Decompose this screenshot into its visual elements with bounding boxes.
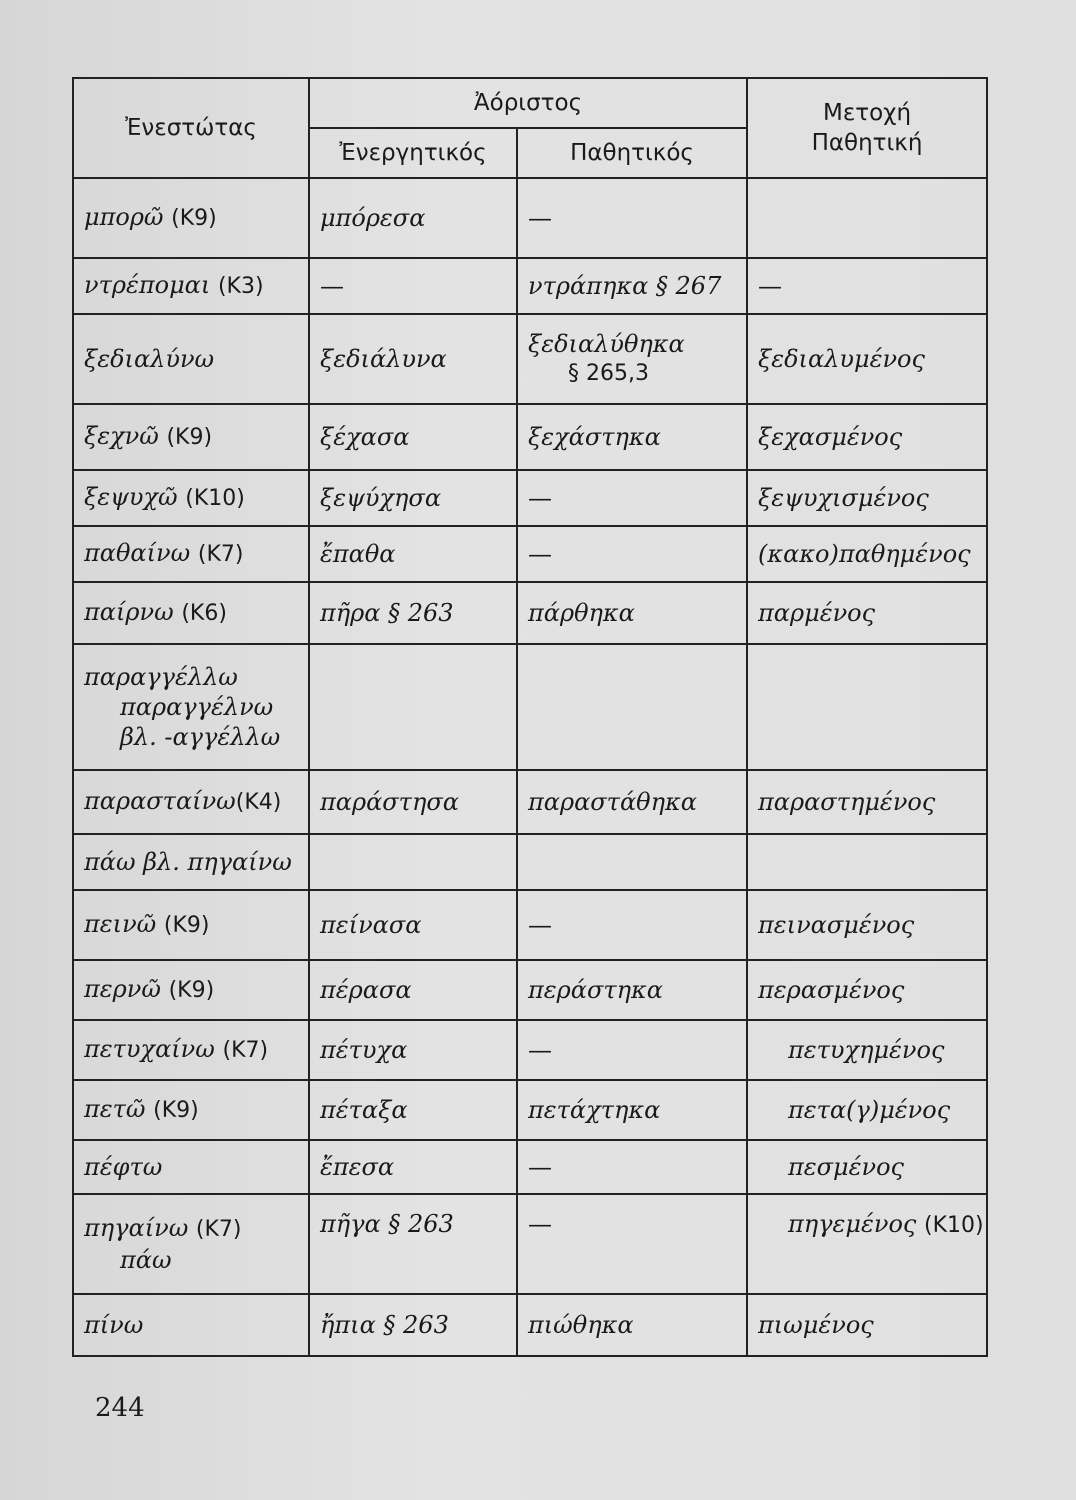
participle-form: [747, 834, 987, 890]
present-form: ξεδιαλύνω: [73, 314, 309, 404]
table-row: [73, 1194, 987, 1294]
participle-form: (κακο)παθημένος: [747, 526, 987, 582]
present-form: ντρέπομαι: [84, 271, 211, 299]
table-row: [73, 178, 987, 258]
passive-form: παραστάθηκα: [517, 770, 747, 834]
passive-form: —: [517, 890, 747, 960]
passive-form: πάρθηκα: [517, 582, 747, 644]
participle-form: περασμένος: [747, 960, 987, 1020]
passive-form: —: [517, 1140, 747, 1194]
passive-form: —: [517, 1194, 747, 1294]
table-row: [73, 1080, 987, 1140]
present-line: [84, 1213, 308, 1245]
present-form: ξεχνῶ: [84, 422, 159, 450]
class-tag: (Κ10): [185, 486, 245, 511]
active-form: ξεψύχησα: [309, 470, 517, 526]
present-form: πέφτω: [73, 1140, 309, 1194]
class-tag: (Κ6): [181, 601, 227, 626]
participle-form: ξεψυχισμένος: [747, 470, 987, 526]
active-form: ἔπαθα: [309, 526, 517, 582]
participle-form: [747, 644, 987, 770]
active-form: ξεδιάλυνα: [309, 314, 517, 404]
passive-form: περάστηκα: [517, 960, 747, 1020]
active-form: ἤπια § 263: [309, 1294, 517, 1356]
participle-form: πεσμένος: [747, 1140, 987, 1194]
active-form: μπόρεσα: [309, 178, 517, 258]
present-cell: [73, 644, 309, 770]
participle-cell: [747, 1194, 987, 1294]
table-row: [73, 470, 987, 526]
section-ref: § 265,3: [568, 361, 649, 386]
passive-form: [517, 644, 747, 770]
present-cell: [73, 1194, 309, 1294]
header-row-1: [73, 78, 987, 128]
table-row: [73, 258, 987, 314]
active-form: πῆγα § 263: [309, 1194, 517, 1294]
class-tag: (Κ10): [923, 1213, 984, 1238]
present-form: πηγαίνω: [84, 1214, 189, 1242]
class-tag: (Κ9): [153, 1098, 199, 1123]
present-form: πετῶ: [84, 1095, 146, 1123]
present-form: παρασταίνω: [84, 787, 236, 815]
header-aorist: Ἀόριστος: [309, 78, 747, 128]
header-participle: [747, 78, 987, 178]
passive-form: πιώθηκα: [517, 1294, 747, 1356]
active-form: [309, 644, 517, 770]
table-row: [73, 1020, 987, 1080]
participle-form: πετυχημένος: [747, 1020, 987, 1080]
class-tag: (Κ9): [168, 978, 215, 1003]
present-form: πεινῶ: [84, 910, 157, 938]
present-form: παίρνω: [84, 598, 174, 626]
class-tag: (Κ3): [217, 274, 264, 299]
participle-form: παραστημένος: [747, 770, 987, 834]
active-form: πέτυχα: [309, 1020, 517, 1080]
present-form: πετυχαίνω: [84, 1035, 215, 1063]
class-tag: (Κ7): [195, 1217, 242, 1242]
passive-form: ξεδιαλύθηκα: [528, 330, 685, 358]
passive-form: ντράπηκα § 267: [517, 258, 747, 314]
table-row: [73, 960, 987, 1020]
present-form: μπορῶ: [84, 203, 164, 231]
passive-form: —: [517, 178, 747, 258]
header-participle-line2: Παθητική: [811, 130, 923, 156]
header-active: Ἐνεργητικός: [309, 128, 517, 178]
table-row: [73, 1140, 987, 1194]
table-row: [73, 404, 987, 470]
class-tag: (Κ9): [171, 206, 217, 231]
verb-table: [72, 77, 988, 1357]
present-form: ξεψυχῶ: [84, 483, 178, 511]
passive-cell: [517, 314, 747, 404]
table-row: [73, 770, 987, 834]
table-row: [73, 1294, 987, 1356]
class-tag: (Κ4): [235, 790, 282, 815]
participle-form: ξεδιαλυμένος: [747, 314, 987, 404]
participle-form: πηγεμένος: [788, 1210, 917, 1238]
present-form: παραγγέλλω: [84, 663, 238, 691]
class-tag: (Κ7): [222, 1038, 269, 1063]
passive-form: —: [517, 1020, 747, 1080]
participle-form: πιωμένος: [747, 1294, 987, 1356]
participle-form: πεινασμένος: [747, 890, 987, 960]
participle-form: παρμένος: [747, 582, 987, 644]
table-row: [73, 314, 987, 404]
active-form: ἔπεσα: [309, 1140, 517, 1194]
present-form: παθαίνω: [84, 539, 191, 567]
passive-form: —: [517, 470, 747, 526]
participle-form: πετα(γ)μένος: [747, 1080, 987, 1140]
active-form: πείνασα: [309, 890, 517, 960]
active-form: πέταξα: [309, 1080, 517, 1140]
active-form: —: [309, 258, 517, 314]
active-form: παράστησα: [309, 770, 517, 834]
present-form: πάω βλ. πηγαίνω: [73, 834, 309, 890]
table-row: [73, 582, 987, 644]
passive-form: [517, 834, 747, 890]
header-participle-line1: Μετοχή: [822, 100, 912, 126]
active-form: ξέχασα: [309, 404, 517, 470]
present-form: περνῶ: [84, 975, 161, 1003]
active-form: [309, 834, 517, 890]
present-form: πίνω: [73, 1294, 309, 1356]
passive-form: πετάχτηκα: [517, 1080, 747, 1140]
participle-form: [747, 178, 987, 258]
table-row: [73, 526, 987, 582]
cross-reference: βλ. -αγγέλλω: [120, 723, 281, 751]
participle-form: —: [747, 258, 987, 314]
class-tag: (Κ7): [197, 542, 244, 567]
passive-form: —: [517, 526, 747, 582]
header-passive: Παθητικός: [517, 128, 747, 178]
present-variant: παραγγέλνω: [120, 693, 274, 721]
participle-form: ξεχασμένος: [747, 404, 987, 470]
passive-form: ξεχάστηκα: [517, 404, 747, 470]
class-tag: (Κ9): [163, 913, 210, 938]
table-row: [73, 834, 987, 890]
active-form: πέρασα: [309, 960, 517, 1020]
table-row: [73, 644, 987, 770]
page-number: 244: [95, 1393, 145, 1423]
header-present: Ἐνεστώτας: [73, 78, 309, 178]
present-variant: πάω: [120, 1246, 172, 1274]
class-tag: (Κ9): [166, 425, 213, 450]
active-form: πῆρα § 263: [309, 582, 517, 644]
table-row: [73, 890, 987, 960]
